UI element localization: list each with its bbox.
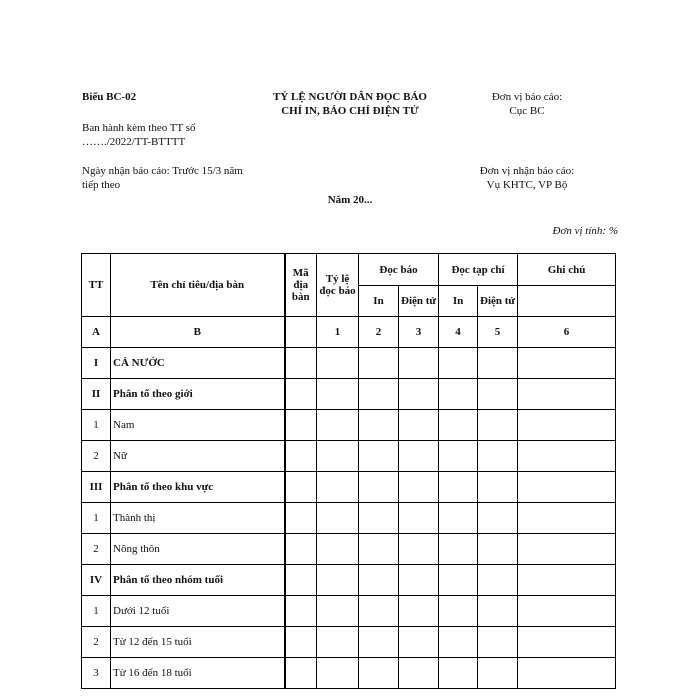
news-print-cell[interactable] [359, 379, 399, 410]
magazine-print-cell[interactable] [439, 379, 478, 410]
magazine-print-cell[interactable] [439, 441, 478, 472]
magazine-electronic-cell[interactable] [478, 348, 518, 379]
col-header-read-news: Đọc báo [359, 254, 439, 286]
rate-cell[interactable] [317, 503, 359, 534]
code-cell[interactable] [285, 441, 317, 472]
row-tt: II [82, 379, 111, 410]
report-title-line-1: TỶ LỆ NGƯỜI DÂN ĐỌC BÁO [273, 91, 427, 103]
note-cell[interactable] [518, 658, 616, 689]
table-row [82, 627, 616, 658]
magazine-electronic-cell[interactable] [478, 534, 518, 565]
magazine-print-cell[interactable] [439, 565, 478, 596]
magazine-electronic-cell[interactable] [478, 627, 518, 658]
note-cell[interactable] [518, 379, 616, 410]
note-cell[interactable] [518, 627, 616, 658]
row-name: Phân tổ theo khu vực [111, 472, 285, 503]
news-electronic-cell[interactable] [399, 379, 439, 410]
col-header-code: Mã địa bàn [285, 254, 317, 317]
col-header-news-electronic: Điện tử [399, 286, 439, 317]
magazine-electronic-cell[interactable] [478, 379, 518, 410]
index-cell: 5 [478, 317, 518, 348]
news-print-cell[interactable] [359, 348, 399, 379]
table-row [82, 658, 616, 689]
report-table [81, 253, 616, 689]
note-cell[interactable] [518, 441, 616, 472]
index-cell: 1 [317, 317, 359, 348]
unit-note: Đơn vị tính: % [552, 225, 618, 237]
note-cell[interactable] [518, 348, 616, 379]
code-cell[interactable] [285, 627, 317, 658]
magazine-electronic-cell[interactable] [478, 658, 518, 689]
report-year: Năm 20... [327, 194, 373, 206]
magazine-print-cell[interactable] [439, 348, 478, 379]
receiving-unit-value: Vụ KHTC, VP Bộ [486, 179, 568, 191]
row-name: Từ 12 đến 15 tuổi [111, 627, 285, 658]
news-print-cell[interactable] [359, 410, 399, 441]
table-row [82, 441, 616, 472]
row-name: Phân tổ theo giới [111, 379, 285, 410]
magazine-print-cell[interactable] [439, 658, 478, 689]
row-name: Nông thôn [111, 534, 285, 565]
index-cell [285, 317, 317, 348]
row-name: Thành thị [111, 503, 285, 534]
reporting-unit-label: Đơn vị báo cáo: [491, 91, 563, 103]
table-row [82, 379, 616, 410]
index-row [82, 317, 616, 348]
news-electronic-cell[interactable] [399, 658, 439, 689]
magazine-electronic-cell[interactable] [478, 596, 518, 627]
rate-cell[interactable] [317, 565, 359, 596]
rate-cell[interactable] [317, 379, 359, 410]
rate-cell[interactable] [317, 348, 359, 379]
note-cell[interactable] [518, 534, 616, 565]
index-cell: A [82, 317, 111, 348]
news-electronic-cell[interactable] [399, 627, 439, 658]
row-name: Phân tổ theo nhóm tuổi [111, 565, 285, 596]
row-tt: I [82, 348, 111, 379]
code-cell[interactable] [285, 379, 317, 410]
magazine-print-cell[interactable] [439, 534, 478, 565]
magazine-electronic-cell[interactable] [478, 441, 518, 472]
code-cell[interactable] [285, 596, 317, 627]
note-cell[interactable] [518, 410, 616, 441]
col-header-tt: TT [82, 254, 111, 317]
news-print-cell[interactable] [359, 503, 399, 534]
news-print-cell[interactable] [359, 534, 399, 565]
row-tt: 1 [82, 596, 111, 627]
issued-by-line-1: Ban hành kèm theo TT số [82, 122, 196, 134]
issued-by-line-2: ……./2022/TT-BTTTT [82, 136, 186, 148]
table-row [82, 565, 616, 596]
table-row [82, 596, 616, 627]
news-electronic-cell[interactable] [399, 472, 439, 503]
index-cell: B [111, 317, 285, 348]
code-cell[interactable] [285, 534, 317, 565]
row-name: Nam [111, 410, 285, 441]
rate-cell[interactable] [317, 410, 359, 441]
report-title-line-2: CHÍ IN, BÁO CHÍ ĐIỆN TỬ [281, 105, 419, 117]
magazine-electronic-cell[interactable] [478, 503, 518, 534]
rate-cell[interactable] [317, 441, 359, 472]
row-name: Từ 16 đến 18 tuổi [111, 658, 285, 689]
note-cell[interactable] [518, 565, 616, 596]
row-tt: 2 [82, 441, 111, 472]
col-header-magazine-print: In [439, 286, 478, 317]
row-name: Dưới 12 tuổi [111, 596, 285, 627]
magazine-electronic-cell[interactable] [478, 565, 518, 596]
magazine-print-cell[interactable] [439, 503, 478, 534]
note-cell[interactable] [518, 503, 616, 534]
index-cell: 3 [399, 317, 439, 348]
note-cell[interactable] [518, 472, 616, 503]
row-name: CẢ NƯỚC [111, 348, 285, 379]
col-header-read-magazine: Đọc tạp chí [439, 254, 518, 286]
row-tt: 3 [82, 658, 111, 689]
table-row [82, 534, 616, 565]
rate-cell[interactable] [317, 596, 359, 627]
news-electronic-cell[interactable] [399, 534, 439, 565]
code-cell[interactable] [285, 410, 317, 441]
magazine-print-cell[interactable] [439, 596, 478, 627]
news-electronic-cell[interactable] [399, 410, 439, 441]
news-print-cell[interactable] [359, 441, 399, 472]
row-tt: 1 [82, 410, 111, 441]
news-electronic-cell[interactable] [399, 596, 439, 627]
news-print-cell[interactable] [359, 565, 399, 596]
col-header-note: Ghi chú [518, 254, 616, 286]
row-tt: 1 [82, 503, 111, 534]
row-tt: 2 [82, 627, 111, 658]
news-electronic-cell[interactable] [399, 348, 439, 379]
magazine-print-cell[interactable] [439, 627, 478, 658]
note-cell[interactable] [518, 596, 616, 627]
row-name: Nữ [111, 441, 285, 472]
news-electronic-cell[interactable] [399, 565, 439, 596]
code-cell[interactable] [285, 348, 317, 379]
code-cell[interactable] [285, 472, 317, 503]
col-header-rate: Tỷ lệ đọc báo [317, 254, 359, 317]
receive-date-line-1: Ngày nhận báo cáo: Trước 15/3 năm [82, 165, 243, 177]
rate-cell[interactable] [317, 627, 359, 658]
table-row [82, 472, 616, 503]
rate-cell[interactable] [317, 472, 359, 503]
magazine-electronic-cell[interactable] [478, 472, 518, 503]
rate-cell[interactable] [317, 658, 359, 689]
code-cell[interactable] [285, 565, 317, 596]
code-cell[interactable] [285, 658, 317, 689]
news-print-cell[interactable] [359, 472, 399, 503]
news-print-cell[interactable] [359, 596, 399, 627]
index-cell: 2 [359, 317, 399, 348]
row-tt: III [82, 472, 111, 503]
news-print-cell[interactable] [359, 658, 399, 689]
note-header-blank [518, 286, 616, 317]
table-row [82, 503, 616, 534]
news-print-cell[interactable] [359, 627, 399, 658]
rate-cell[interactable] [317, 534, 359, 565]
form-code: Biểu BC-02 [82, 91, 137, 103]
row-tt: IV [82, 565, 111, 596]
col-header-magazine-electronic: Điện tử [478, 286, 518, 317]
table-row [82, 348, 616, 379]
table-row [82, 410, 616, 441]
index-cell: 6 [518, 317, 616, 348]
magazine-print-cell[interactable] [439, 410, 478, 441]
index-cell: 4 [439, 317, 478, 348]
receiving-unit-label: Đơn vị nhận báo cáo: [479, 165, 575, 177]
magazine-print-cell[interactable] [439, 472, 478, 503]
header-row-1 [82, 254, 616, 286]
reporting-unit-value: Cục BC [509, 105, 545, 117]
col-header-news-print: In [359, 286, 399, 317]
col-header-name: Tên chỉ tiêu/địa bàn [111, 254, 285, 317]
receive-date-line-2: tiếp theo [82, 179, 121, 191]
row-tt: 2 [82, 534, 111, 565]
news-electronic-cell[interactable] [399, 441, 439, 472]
news-electronic-cell[interactable] [399, 503, 439, 534]
code-cell[interactable] [285, 503, 317, 534]
magazine-electronic-cell[interactable] [478, 410, 518, 441]
